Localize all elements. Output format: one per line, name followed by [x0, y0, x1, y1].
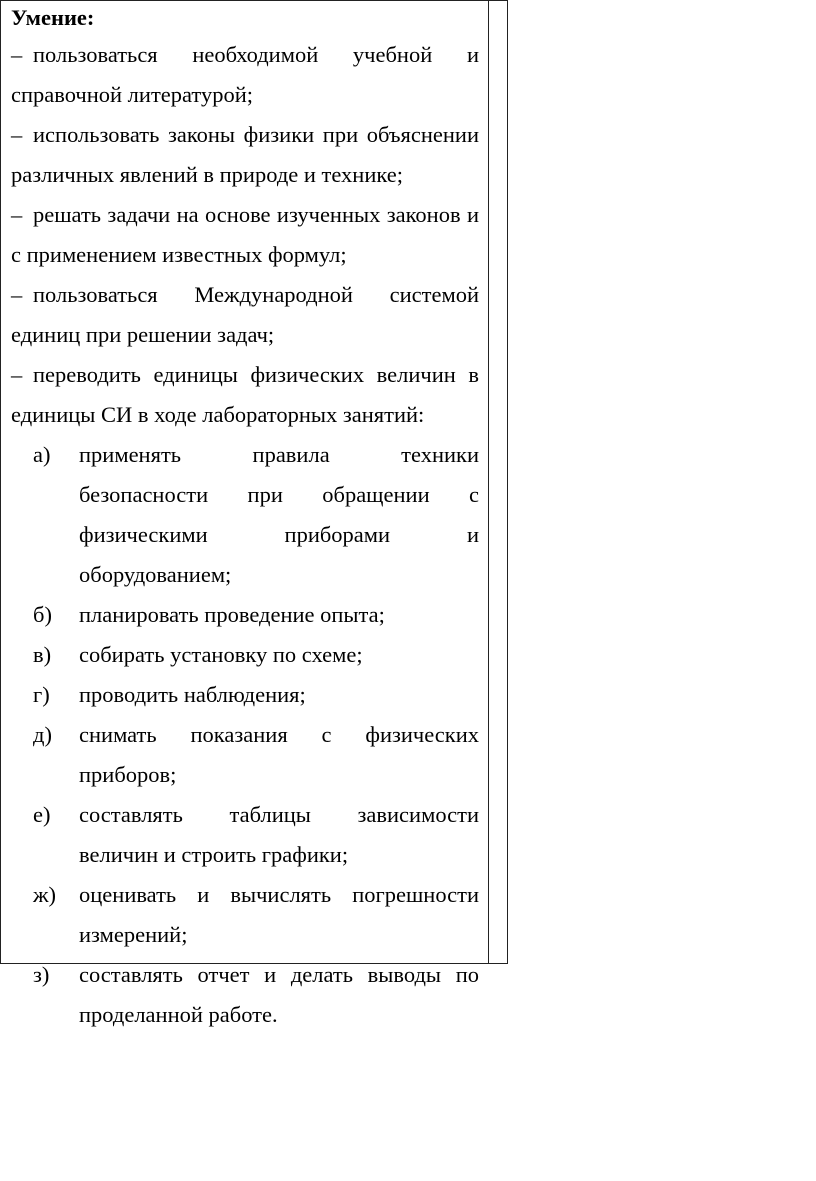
- lab-skill-item: [33, 875, 479, 955]
- dash-marker: –: [11, 282, 23, 307]
- lab-skill-item: [33, 715, 479, 795]
- skill-item-text: пользоваться необходимой учебной и справочной литературой;: [11, 42, 479, 107]
- lab-skill-text: собирать установку по схеме;: [79, 642, 363, 667]
- skill-item: [11, 275, 479, 355]
- lab-skill-marker: е): [33, 802, 51, 827]
- lab-skill-marker: д): [33, 722, 52, 747]
- dash-marker: –: [11, 362, 23, 387]
- lab-skill-item: [33, 435, 479, 595]
- skill-item-text: пользоваться Международной системой единиц при решении задач;: [11, 282, 479, 347]
- lab-skill-marker: ж): [33, 882, 57, 907]
- lab-skill-marker: г): [33, 682, 50, 707]
- lab-skill-text: оценивать и вычислять погрешности измерений;: [79, 882, 479, 947]
- lab-skill-item: [33, 795, 479, 875]
- skill-item: [11, 355, 479, 435]
- skill-item-text: решать задачи на основе изученных законов и с применением известных формул;: [11, 202, 479, 267]
- skills-cell: [1, 1, 489, 1027]
- lab-skill-text: составлять отчет и делать выводы по проделанной работе.: [79, 962, 479, 1027]
- skill-item: [11, 115, 479, 195]
- lab-skill-marker: в): [33, 642, 52, 667]
- dash-marker: –: [11, 122, 23, 147]
- dash-marker: –: [11, 42, 23, 67]
- lab-skill-item: [33, 635, 479, 675]
- lab-skill-marker: а): [33, 442, 51, 467]
- lab-skill-item: [33, 595, 479, 635]
- section-heading: Умение:: [11, 5, 95, 30]
- lab-skill-text: составлять таблицы зависимости величин и строить графики;: [79, 802, 479, 867]
- lab-skills-list: [11, 435, 479, 1035]
- lab-skill-marker: з): [33, 962, 50, 987]
- lab-skill-text: планировать проведение опыта;: [79, 602, 385, 627]
- skill-item-text: переводить единицы физических величин в единицы СИ в ходе лабораторных занятий:: [11, 362, 479, 427]
- skill-item: [11, 35, 479, 115]
- lab-skill-marker: б): [33, 602, 52, 627]
- lab-skill-text: применять правила техники безопасности при обращении с физическими приборами и оборудованием;: [79, 442, 479, 587]
- lab-skill-text: снимать показания с физических приборов;: [79, 722, 479, 787]
- empty-side-cell: [489, 1, 507, 963]
- lab-skill-item: [33, 955, 479, 1035]
- skill-item-text: использовать законы физики при объяснении различных явлений в природе и технике;: [11, 122, 479, 187]
- lab-skill-text: проводить наблюдения;: [79, 682, 306, 707]
- dash-marker: –: [11, 202, 23, 227]
- lab-skill-item: [33, 675, 479, 715]
- skill-item: [11, 195, 479, 275]
- skills-content: [11, 1, 479, 1035]
